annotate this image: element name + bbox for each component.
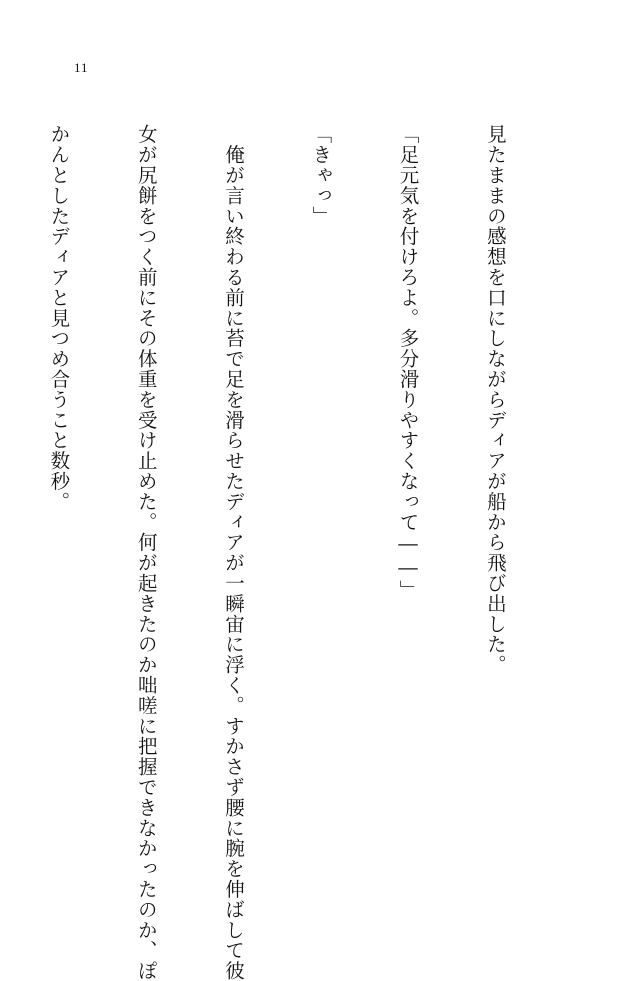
text-line: 女が尻餅をつく前にその体重を受け止めた。何が起きたのか咄嗟に把握できなかったのか、ぽ (134, 124, 158, 981)
text-line: かんとしたディアと見つめ合うこと数秒。 (47, 124, 71, 512)
text-line: 見たままの感想を口にしながらディアが船から飛び出した。 (483, 124, 507, 675)
page-number: 11 (74, 60, 89, 75)
text-line: 「きゃっ」 (309, 124, 333, 226)
novel-text-body (47, 124, 568, 981)
text-line: 「足元気を付けろよ。多分滑りやすくなって――」 (396, 124, 420, 601)
text-line: 俺が言い終わる前に苔で足を滑らせたディアが一瞬宙に浮く。すかさず腰に腕を伸ばして彼 (221, 124, 245, 981)
